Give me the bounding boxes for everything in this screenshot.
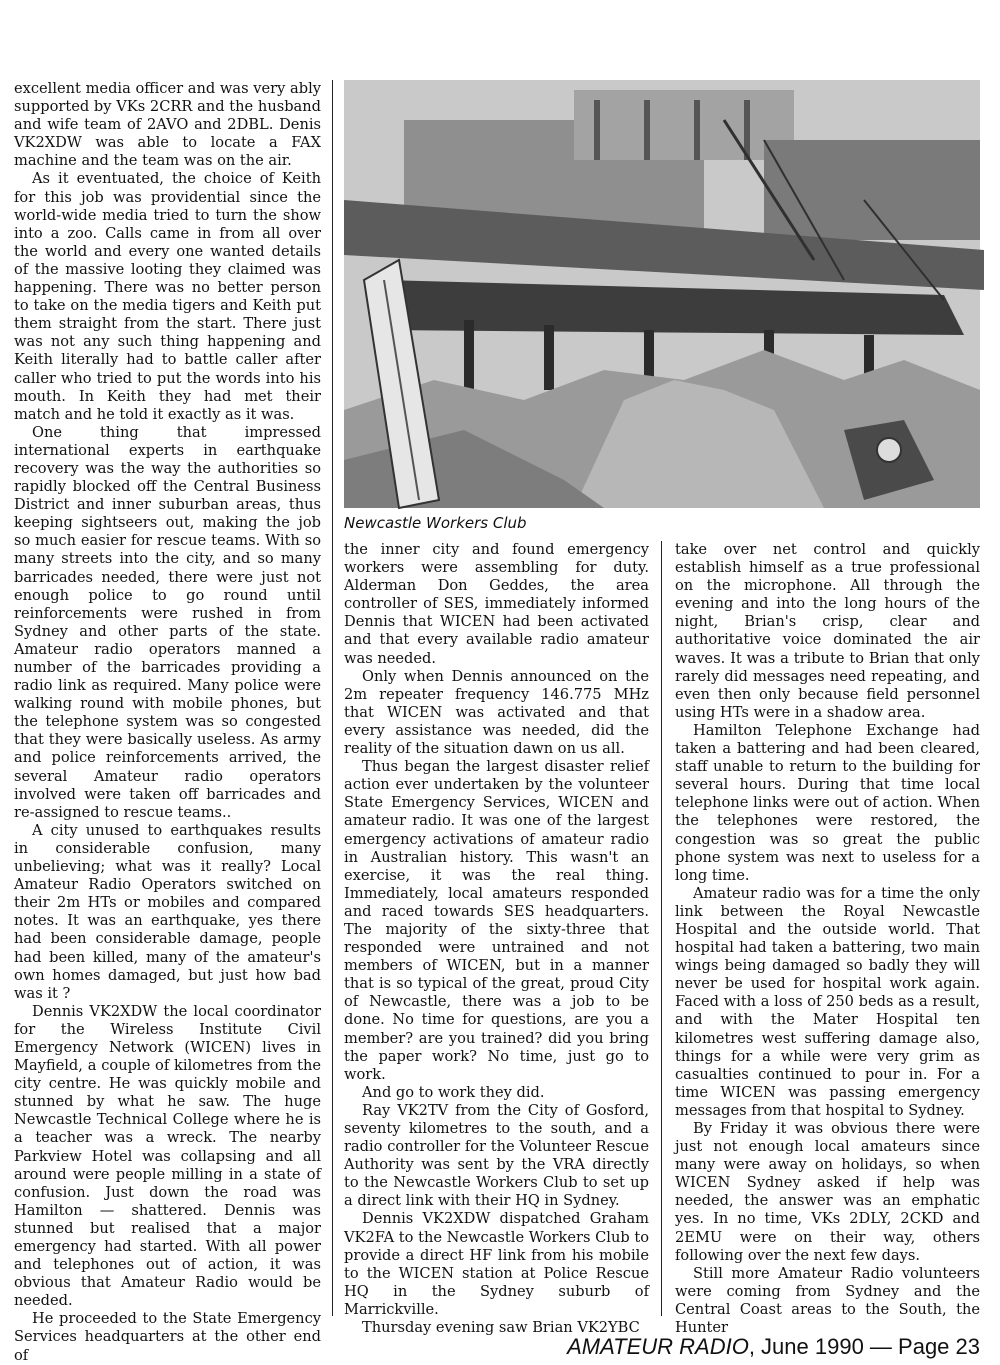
- magazine-title: AMATEUR RADIO: [567, 1334, 749, 1359]
- issue-and-page: , June 1990 — Page 23: [748, 1334, 980, 1359]
- paragraph: Amateur radio was for a time the only link between the Royal Newcastle Hospital and the outside world. That hospital had taken a battering, two main wings being damaged so badly they will never be used for hospital work again. Faced with a loss of 250 beds as a result, and with the Mater Hospital ten kilometres west suffering damage also, things for a while were very grim as casualties continued to pour in. For a time WICEN was passing emergency messages from that hospital to Sydney.: [675, 884, 980, 1119]
- paragraph: Thus began the largest disaster relief action ever undertaken by the volunteer State Emergency Services, WICEN and amateur radio. It was one of the largest emergency activations of amateur radio in Australian history. This wasn't an exercise, it was the real thing. Immediately, local amateurs responded and raced towards SES headquarters. The majority of the sixty-three that responded were untrained and not members of WICEN, but in a manner that is so typical of the great, proud City of Newcastle, there was a job to be done. No time for questions, are you a member? are you trained? did you bring the paper work? No time, just go to work.: [344, 758, 649, 1083]
- paragraph: Dennis VK2XDW dispatched Graham VK2FA to the Newcastle Workers Club to provide a direct HF link from his mobile to the WICEN station at Police Rescue HQ in the Sydney suburb of Marrickville.: [344, 1210, 649, 1318]
- paragraph: A city unused to earthquakes results in considerable confusion, many unbelieving; what was it really? Local Amateur Radio Operators switched on their 2m HTs or mobiles and compared notes. It was an earthquake, yes there had been considerable damage, people had been killed, many of the amateur's own homes damaged, but just how bad was it ?: [14, 821, 321, 1002]
- photo-illustration: [344, 80, 980, 508]
- page-footer: [567, 1334, 980, 1360]
- paragraph: Still more Amateur Radio volunteers were coming from Sydney and the Central Coast areas to the South, the Hunter: [675, 1264, 980, 1337]
- paragraph: He proceeded to the State Emergency Services headquarters at the other end of: [14, 1310, 321, 1364]
- column-divider: [332, 80, 333, 1316]
- paragraph: And go to work they did.: [362, 1083, 545, 1101]
- paragraph: One thing that impressed international experts in earthquake recovery was the way the authorities so rapidly blocked off the Central Business District and inner suburban areas, thus keeping sightseers out, making the job so much easier for rescue teams. With so many streets into the city, and so many barricades needed, there were just not enough police to go round until reinforcements were rushed in from Sydney and other parts of the state. Amateur radio operators manned a number of the barricades providing a radio link as required. Many police were walking round with mobile phones, but the telephone system was so congested that they were basically useless. As army and police reinforcements arrived, the several Amateur radio operators involved were taken off barricades and re-assigned to rescue teams..: [14, 423, 321, 821]
- text-column-middle: [344, 541, 649, 1337]
- photo-caption: Newcastle Workers Club: [344, 514, 527, 532]
- paragraph: Only when Dennis announced on the 2m repeater frequency 146.775 MHz that WICEN was activated and that every assistance was needed, did the reality of the situation dawn on us all.: [344, 667, 649, 758]
- paragraph: Hamilton Telephone Exchange had taken a battering and had been cleared, staff unable to return to the building for several hours. During that time local telephone links were out of action. When the telephones were restored, the congestion was so great the public phone system was next to useless for a long time.: [675, 721, 980, 884]
- paragraph: the inner city and found emergency workers were assembling for duty. Alderman Don Geddes, the area controller of SES, immediately informed Dennis that WICEN had been activated and that every available radio amateur was needed.: [344, 541, 649, 667]
- paragraph: Ray VK2TV from the City of Gosford, seventy kilometres to the south, and a radio controller for the Volunteer Rescue Authority was sent by the VRA directly to the Newcastle Workers Club to set up a direct link with their HQ in Sydney.: [344, 1101, 649, 1210]
- paragraph: take over net control and quickly establish himself as a true professional on the microphone. All through the evening and into the long hours of the night, Brian's crisp, clear and authoritative voice dominated the air waves. It was a tribute to Brian that only rarely did messages need repeating, and even then only because field personnel using HTs were in a shadow area.: [675, 541, 980, 721]
- text-column-right: [675, 541, 980, 1337]
- column-divider: [661, 541, 662, 1316]
- paragraph: Dennis VK2XDW the local coordinator for the Wireless Institute Civil Emergency Network (WICEN) lives in Mayfield, a couple of kilometres from the city centre. He was quickly mobile and stunned by what he saw. The huge Newcastle Technical College where he is a teacher was a wreck. The nearby Parkview Hotel was collapsing and all around were people milling in a state of confusion. Just down the road was Hamilton — shattered. Dennis was stunned but realised that a major emergency had started. With all power and telephones out of action, it was obvious that Amateur Radio would be needed.: [14, 1002, 321, 1310]
- paragraph: By Friday it was obvious there were just not enough local amateurs since many were away on holidays, so when WICEN Sydney asked if help was needed, the answer was an emphatic yes. In no time, VKs 2DLY, 2CKD and 2EMU were on their way, others following over the next few days.: [675, 1120, 980, 1264]
- paragraph: excellent media officer and was very ably supported by VKs 2CRR and the husband and wife team of 2AVO and 2DBL. Denis VK2XDW was able to locate a FAX machine and the team was on the air.: [14, 80, 321, 170]
- earthquake-rubble-photo: [344, 80, 980, 508]
- paragraph: As it eventuated, the choice of Keith for this job was providential since the world-wide media tried to turn the show into a zoo. Calls came in from all over the world and every one wanted details of the massive looting they claimed was happening. There was no better person to take on the media tigers and Keith put them straight from the start. There just was not any such thing happening and Keith literally had to battle caller after caller who tried to put the words into his mouth. In Keith they had met their match and he told it exactly as it was.: [14, 170, 321, 423]
- paragraph: Thursday evening saw Brian VK2YBC: [362, 1319, 640, 1337]
- text-column-left: [14, 80, 321, 1364]
